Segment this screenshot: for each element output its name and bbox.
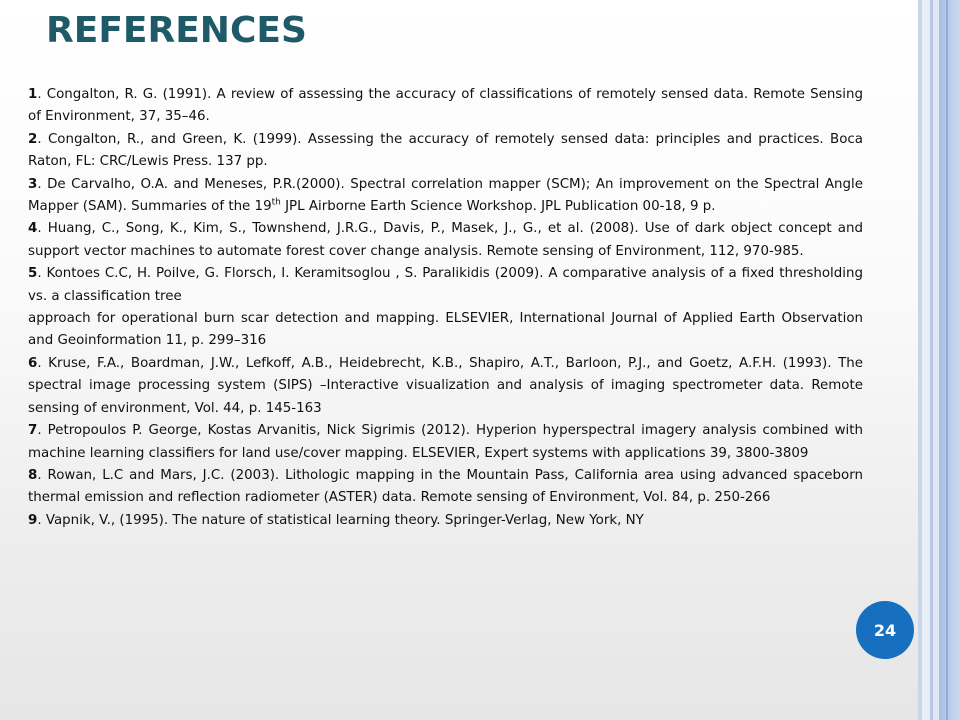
- reference-text: . Kontoes C.C, H. Poilve, G. Florsch, I. Keramitsoglou , S. Paralikidis (2009). A comparative analysis of a fixed thresholding vs. a classification tree: [28, 266, 863, 304]
- reference-number: 4: [28, 221, 38, 237]
- reference-number: 8: [28, 467, 38, 483]
- reference-number: 5: [28, 266, 38, 282]
- reference-item: [28, 465, 863, 510]
- reference-item: [28, 129, 863, 174]
- reference-text: . Vapnik, V., (1995). The nature of statistical learning theory. Springer-Verlag, New York, NY: [37, 512, 644, 528]
- reference-number: 7: [28, 423, 38, 439]
- reference-number: 6: [28, 355, 38, 371]
- reference-item: [28, 174, 863, 219]
- reference-text: . Kruse, F.A., Boardman, J.W., Lefkoff, A.B., Heidebrecht, K.B., Shapiro, A.T., Barloon, P.J., and Goetz, A.F.H. (1993). The spectral image processing system (SIPS) –Interactive visualization and analysis of imaging spectrometer data. Remote sensing of environment, Vol. 44, p. 145-163: [28, 355, 863, 416]
- reference-continuation: approach for operational burn scar detection and mapping. ELSEVIER, International Journal of Applied Earth Observation and Geoinformation 11, p. 299–316: [28, 311, 863, 349]
- reference-number: 1: [28, 87, 38, 102]
- reference-item: [28, 84, 863, 129]
- decorative-edge-stripe: [922, 0, 930, 720]
- reference-number: 3: [28, 176, 38, 192]
- reference-text: . Huang, C., Song, K., Kim, S., Townshend, J.R.G., Davis, P., Masek, J., G., et al. (2008). Use of dark object concept and support vector machines to automate forest cover change analysis. Remote sensing of Environment, 112, 970-985.: [28, 221, 863, 259]
- reference-text: . Congalton, R. G. (1991). A review of assessing the accuracy of classifications of remotely sensed data. Remote Sensing of Environment, 37, 35–46.: [28, 87, 863, 125]
- reference-text-continued: JPL Airborne Earth Science Workshop. JPL Publication 00-18, 9 p.: [280, 199, 716, 215]
- decorative-edge-stripe: [946, 0, 948, 720]
- page-number-badge: 24: [856, 601, 914, 659]
- reference-item: [28, 510, 863, 532]
- reference-item: [28, 263, 863, 308]
- reference-item: [28, 420, 863, 465]
- reference-list: [28, 84, 863, 532]
- reference-number: 9: [28, 512, 38, 528]
- reference-text: . De Carvalho, O.A. and Meneses, P.R.(2000). Spectral correlation mapper (SCM); An improvement on the Spectral Angle Mapper (SAM). Summaries of the 19: [28, 176, 863, 215]
- slide-title: REFERENCES: [46, 10, 307, 51]
- reference-superscript: th: [271, 197, 281, 208]
- reference-item: [28, 218, 863, 263]
- decorative-edge-stripe: [939, 0, 960, 720]
- reference-item: [28, 353, 863, 420]
- reference-text: . Petropoulos P. George, Kostas Arvanitis, Nick Sigrimis (2012). Hyperion hyperspectral imagery analysis combined with machine learning classifiers for land use/cover mapping. ELSEVIER, Expert systems with applications 39, 3800-3809: [28, 423, 863, 461]
- reference-text: . Rowan, L.C and Mars, J.C. (2003). Lithologic mapping in the Mountain Pass, California area using advanced spaceborn thermal emission and reflection radiometer (ASTER) data. Remote sensing of Environment, Vol. 84, p. 250-266: [28, 467, 863, 506]
- reference-number: 2: [28, 131, 38, 147]
- reference-text: . Congalton, R., and Green, K. (1999). Assessing the accuracy of remotely sensed data: principles and practices. Boca Raton, FL: CRC/Lewis Press. 137 pp.: [28, 131, 863, 170]
